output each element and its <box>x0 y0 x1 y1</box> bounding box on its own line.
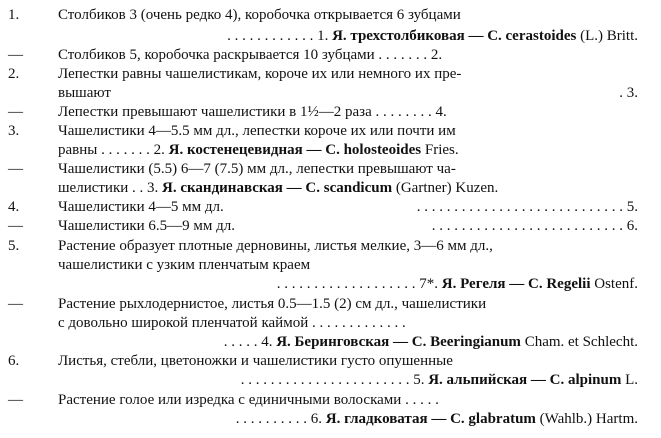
lead-text: Чашелистики 6.5—9 мм дл. <box>58 218 236 234</box>
lead-text: с довольно широкой пленчатой каймой . . . . . . . . . . . . . <box>58 315 406 331</box>
key-line-15 <box>0 275 661 293</box>
couplet-dash: — <box>8 104 23 120</box>
key-line-9 <box>0 160 661 178</box>
taxon-line <box>241 371 638 389</box>
key-line-12 <box>0 217 661 235</box>
key-line-19 <box>0 352 661 370</box>
couplet-dash: — <box>8 161 23 177</box>
taxon-name: Я. трехстолбиковая — C. cerastoides <box>332 28 577 44</box>
lead-ref: . . . . . . . . . . . . . . . . . . . . . . . . . . 6. <box>431 218 638 234</box>
key-line-17 <box>0 314 661 332</box>
key-line-14 <box>0 256 661 274</box>
lead-text: чашелистики с узким пленчатым краем <box>58 257 311 273</box>
taxon-author: (L.) Britt. <box>580 28 638 44</box>
key-line-4 <box>0 65 661 83</box>
taxon-line <box>58 141 459 159</box>
key-line-18 <box>0 333 661 351</box>
couplet-dash: — <box>8 47 23 63</box>
couplet-dash: — <box>8 392 23 408</box>
key-line-16 <box>0 295 661 313</box>
dot-leader: . . . . . . . . . . . . 1. <box>227 28 329 44</box>
key-line-11 <box>0 198 661 216</box>
key-line-10 <box>0 179 661 197</box>
key-line-2 <box>0 27 661 45</box>
lead-text: Столбиков 3 (очень редко 4), коробочка открывается 6 зубцами <box>58 7 461 23</box>
key-line-20 <box>0 371 661 389</box>
taxon-author: Ostenf. <box>594 276 638 292</box>
lead-ref: . 3. <box>619 85 638 101</box>
taxon-name: Я. скандинавская — C. scandicum <box>162 180 393 196</box>
key-line-5 <box>0 84 661 102</box>
couplet-number: 1. <box>8 7 20 23</box>
couplet-dash: — <box>8 218 23 234</box>
taxon-author: L. <box>625 372 638 388</box>
lead-text: Лепестки равны чашелистикам, короче их или немного их пре- <box>58 66 462 82</box>
couplet-number: 3. <box>8 123 20 139</box>
taxon-name: Я. альпийская — C. alpinum <box>428 372 622 388</box>
taxon-name: Я. Регеля — C. Regelii <box>441 276 591 292</box>
key-line-6 <box>0 103 661 121</box>
couplet-number: 4. <box>8 199 20 215</box>
lead-text: Растение образует плотные дерновины, листья мелкие, 3—6 мм дл., <box>58 238 493 254</box>
taxon-author: (Wahlb.) Hartm. <box>539 411 638 427</box>
taxon-author: Cham. et Schlecht. <box>524 334 638 350</box>
taxon-author: Fries. <box>424 142 459 158</box>
key-line-1 <box>0 6 661 24</box>
dot-leader: равны . . . . . . . 2. <box>58 142 165 158</box>
key-line-7 <box>0 122 661 140</box>
dot-leader: . . . . . . . . . . . . . . . . . . . 7*. <box>276 276 438 292</box>
lead-text: Чашелистики (5.5) 6—7 (7.5) мм дл., лепестки превышают ча- <box>58 161 456 177</box>
taxon-name: Я. костенецевидная — C. holosteoides <box>168 142 422 158</box>
taxon-line <box>58 179 498 197</box>
dot-leader: . . . . . 4. <box>223 334 273 350</box>
taxon-line <box>227 27 638 45</box>
couplet-number: 2. <box>8 66 20 82</box>
key-line-21 <box>0 391 661 409</box>
couplet-number: 5. <box>8 238 20 254</box>
dot-leader: . . . . . . . . . . 6. <box>235 411 322 427</box>
taxon-line <box>236 410 638 428</box>
lead-text: Лепестки превышают чашелистики в 1½—2 раза . . . . . . . . 4. <box>58 104 447 120</box>
dot-leader: шелистики . . 3. <box>58 180 159 196</box>
taxon-name: Я. гладковатая — C. glabratum <box>325 411 536 427</box>
lead-text: Растение рыхлодернистое, листья 0.5—1.5 (2) см дл., чашелистики <box>58 296 487 312</box>
taxon-author: (Gartner) Kuzen. <box>395 180 499 196</box>
key-line-22 <box>0 410 661 428</box>
lead-text: Чашелистики 4—5 мм дл. <box>58 199 224 215</box>
lead-text: Растение голое или изредка с единичными волосками . . . . . <box>58 392 439 408</box>
lead-text: вышают <box>58 85 111 101</box>
lead-text: Столбиков 5, коробочка раскрывается 10 зубцами . . . . . . . 2. <box>58 47 443 63</box>
lead-text: Листья, стебли, цветоножки и чашелистики густо опушенные <box>58 353 453 369</box>
lead-ref: . . . . . . . . . . . . . . . . . . . . . . . . . . . . 5. <box>416 199 638 215</box>
taxon-name: Я. Беринговская — C. Beeringianum <box>276 334 521 350</box>
taxon-line <box>277 275 638 293</box>
taxon-line <box>224 333 638 351</box>
couplet-dash: — <box>8 296 23 312</box>
lead-text: Чашелистики 4—5.5 мм дл., лепестки короче их или почти им <box>58 123 456 139</box>
dot-leader: . . . . . . . . . . . . . . . . . . . . . . . 5. <box>240 372 425 388</box>
couplet-number: 6. <box>8 353 20 369</box>
key-line-13 <box>0 237 661 255</box>
key-line-3 <box>0 46 661 64</box>
key-line-8 <box>0 141 661 159</box>
